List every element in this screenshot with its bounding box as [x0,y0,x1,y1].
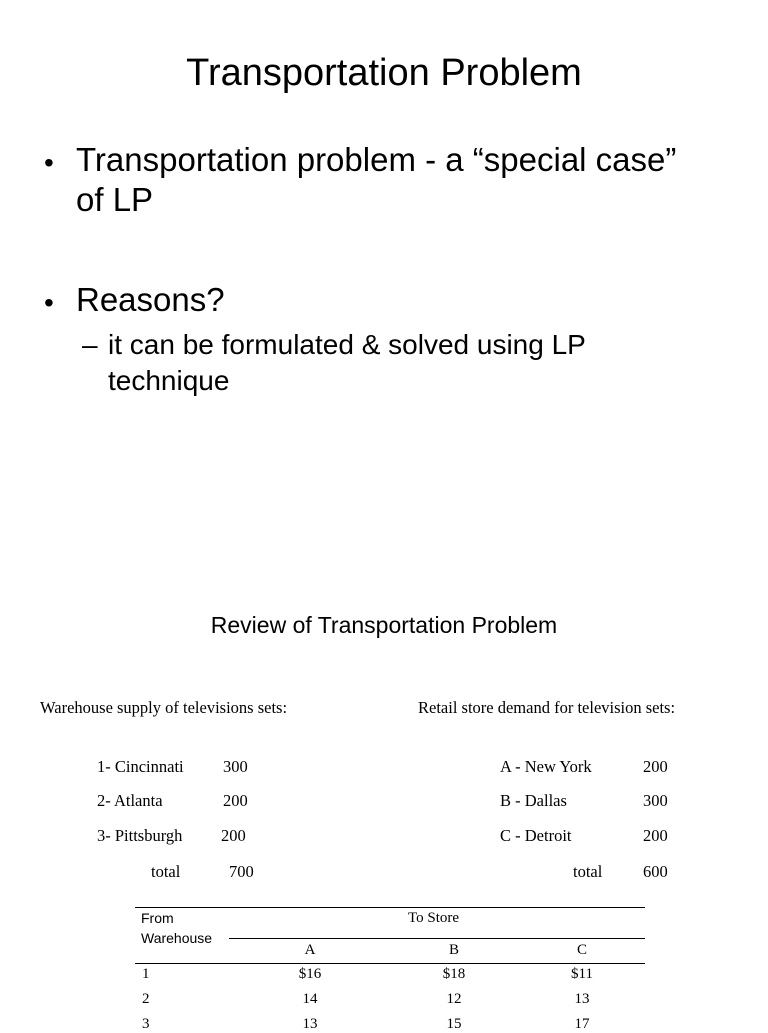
sub-bullet [108,327,708,399]
supply-value: 200 [223,791,248,810]
table-to-store-label: To Store [408,910,460,926]
supply-total-label: total [151,862,181,881]
supply-label: 3- Pittsburgh [97,826,183,845]
demand-value: 200 [643,826,668,845]
supply-label: 1- Cincinnati [97,757,184,776]
demand-value: 300 [643,791,668,810]
supply-header: Warehouse supply of televisions sets: [40,698,288,717]
table-warehouse-label: Warehouse [141,930,213,946]
sub-bullet-line-1: it can be formulated & solved using LP [108,329,586,360]
table-row-label: 1 [142,966,150,982]
review-title: Review of Transportation Problem [210,612,558,638]
table-cell: 13 [574,991,590,1007]
bullet-marker: • [44,147,54,178]
supply-label: 2- Atlanta [97,791,163,810]
table-header-rule [135,963,645,964]
demand-header: Retail store demand for television sets: [418,698,676,717]
table-row-label: 3 [142,1016,150,1032]
slide-title: Transportation Problem [186,52,582,94]
table-from-label: From [141,910,174,926]
supply-value: 200 [221,826,246,845]
table-cell: 12 [446,991,462,1007]
demand-value: 200 [643,757,668,776]
bullet-1-line-1: Transportation problem - a “special case” [76,141,677,178]
table-cell: 15 [446,1016,462,1032]
table-col-header: B [448,942,459,958]
demand-total-label: total [573,862,603,881]
demand-total-value: 600 [643,862,668,881]
bullet-marker: • [44,287,54,318]
table-top-rule [135,907,645,908]
demand-label: A - New York [500,757,592,776]
table-store-rule [229,938,645,939]
supply-value: 300 [223,757,248,776]
table-col-header: A [304,942,316,958]
table-cell: $18 [442,966,466,982]
table-cell: 14 [302,991,318,1007]
demand-label: C - Detroit [500,826,572,845]
table-col-header: C [576,942,587,958]
table-cell: $11 [571,966,593,982]
bullet-1 [76,140,726,220]
table-cell: $16 [298,966,322,982]
bullet-1-line-2: of LP [76,181,154,218]
sub-bullet-marker: – [82,329,98,360]
bullet-2: Reasons? [76,281,225,318]
sub-bullet-line-2: technique [108,365,230,396]
demand-label: B - Dallas [500,791,567,810]
table-row-label: 2 [142,991,150,1007]
table-cell: 17 [574,1016,590,1032]
table-cell: 13 [302,1016,318,1032]
supply-total-value: 700 [229,862,254,881]
